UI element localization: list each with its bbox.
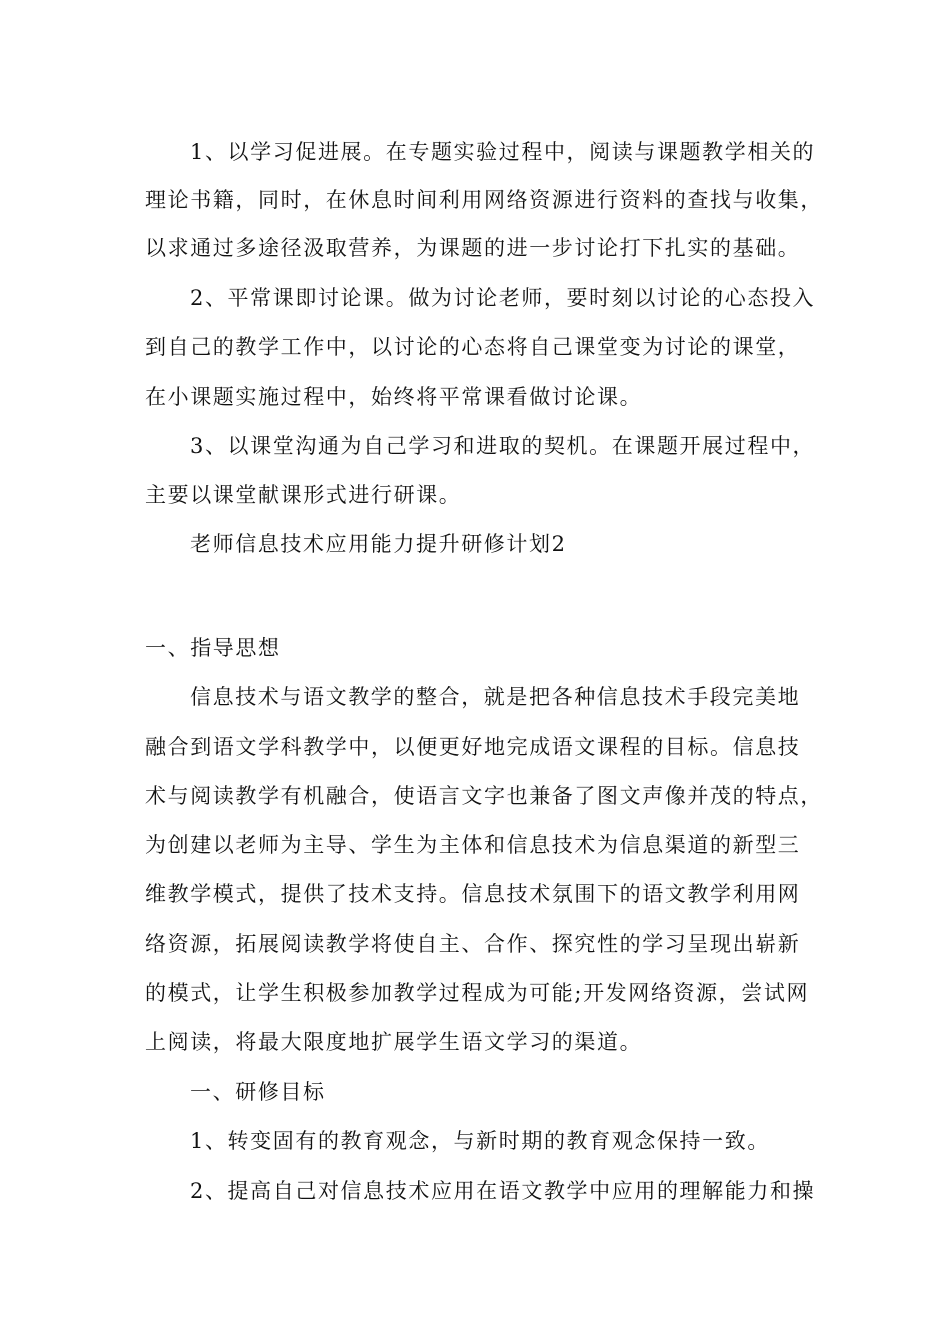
paragraph-4-line-4: 为创建以老师为主导、学生为主体和信息技术为信息渠道的新型三 bbox=[145, 833, 801, 857]
paragraph-2-line-2: 到自己的教学工作中，以讨论的心态将自己课堂变为讨论的课堂， bbox=[145, 335, 801, 359]
heading-guiding-thought: 一、指导思想 bbox=[145, 636, 281, 660]
paragraph-2-line-1: 2、平常课即讨论课。做为讨论老师，要时刻以讨论的心态投入 bbox=[190, 286, 816, 310]
paragraph-3-line-1: 3、以课堂沟通为自己学习和进取的契机。在课题开展过程中， bbox=[190, 434, 816, 458]
paragraph-1-line-3: 以求通过多途径汲取营养，为课题的进一步讨论打下扎实的基础。 bbox=[145, 236, 801, 260]
paragraph-3-line-2: 主要以课堂献课形式进行研课。 bbox=[145, 483, 462, 507]
heading-research-goals: 一、研修目标 bbox=[190, 1080, 326, 1104]
paragraph-4-line-5: 维教学模式，提供了技术支持。信息技术氛围下的语文教学利用网 bbox=[145, 882, 801, 906]
paragraph-4-line-6: 络资源，拓展阅读教学将使自主、合作、探究性的学习呈现出崭新 bbox=[145, 932, 801, 956]
paragraph-4-line-8: 上阅读，将最大限度地扩展学生语文学习的渠道。 bbox=[145, 1030, 643, 1054]
paragraph-4-line-1: 信息技术与语文教学的整合，就是把各种信息技术手段完美地 bbox=[190, 685, 801, 709]
goal-1: 1、转变固有的教育观念，与新时期的教育观念保持一致。 bbox=[190, 1129, 770, 1153]
paragraph-4-line-2: 融合到语文学科教学中，以便更好地完成语文课程的目标。信息技 bbox=[145, 735, 801, 759]
goal-2: 2、提高自己对信息技术应用在语文教学中应用的理解能力和操 bbox=[190, 1179, 816, 1203]
paragraph-1-line-1: 1、以学习促进展。在专题实验过程中，阅读与课题教学相关的 bbox=[190, 140, 816, 164]
paragraph-1-line-2: 理论书籍，同时，在休息时间利用网络资源进行资料的查找与收集， bbox=[145, 188, 823, 212]
paragraph-2-line-3: 在小课题实施过程中，始终将平常课看做讨论课。 bbox=[145, 385, 643, 409]
paragraph-4-line-3: 术与阅读教学有机融合，使语言文字也兼备了图文声像并茂的特点， bbox=[145, 784, 823, 808]
section-title: 老师信息技术应用能力提升研修计划2 bbox=[190, 532, 567, 556]
paragraph-4-line-7: 的模式，让学生积极参加教学过程成为可能;开发网络资源，尝试网 bbox=[145, 981, 810, 1005]
